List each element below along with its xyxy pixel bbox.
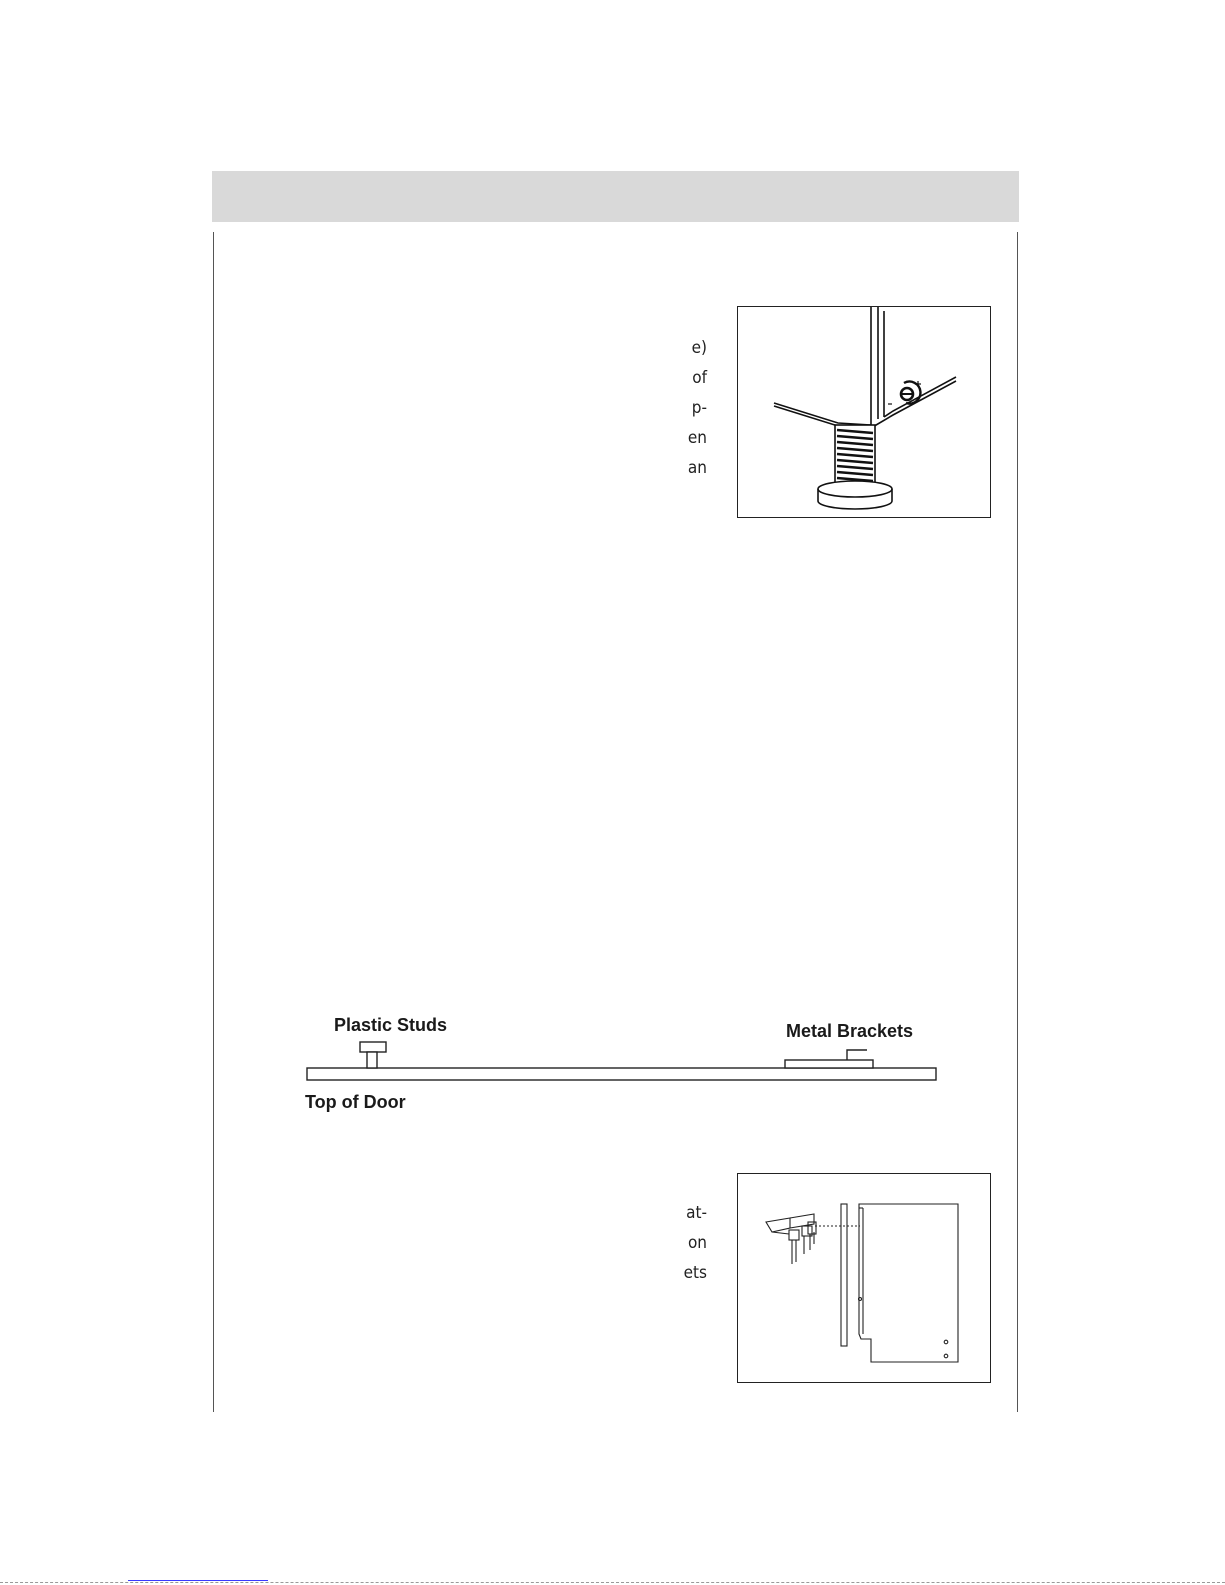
text-fragment: of xyxy=(692,368,707,388)
text-fragment: ets xyxy=(683,1263,707,1283)
section-header-bar xyxy=(212,171,1019,222)
right-margin-rule xyxy=(1017,232,1018,1412)
door-panel-mounting-figure xyxy=(737,1173,991,1383)
page-bottom-link-underline xyxy=(128,1580,268,1581)
top-of-door-label: Top of Door xyxy=(305,1092,406,1112)
metal-brackets-label: Metal Brackets xyxy=(786,1021,914,1041)
text-fragment: e) xyxy=(691,338,707,358)
metal-bracket-plate xyxy=(785,1060,873,1068)
text-fragment: at- xyxy=(686,1203,707,1223)
plastic-stud-stem xyxy=(367,1052,377,1068)
door-top-diagram xyxy=(300,1015,950,1120)
section1-text-column xyxy=(640,333,707,483)
door-panel-mounting-illustration xyxy=(738,1174,990,1382)
section2-text-column xyxy=(640,1198,707,1288)
page-bottom-dashed-line xyxy=(0,1582,1225,1583)
text-fragment: an xyxy=(687,458,707,478)
adjustable-foot-illustration xyxy=(738,307,990,517)
adjustable-foot-figure xyxy=(737,306,991,518)
left-margin-rule xyxy=(213,232,214,1412)
plastic-studs-label: Plastic Studs xyxy=(334,1015,448,1035)
text-fragment: on xyxy=(687,1233,707,1253)
metal-bracket-tab xyxy=(847,1050,867,1060)
door-top-bar xyxy=(307,1068,936,1080)
text-fragment: en xyxy=(687,428,707,448)
text-fragment: p- xyxy=(691,398,707,418)
plastic-stud-head xyxy=(360,1042,386,1052)
